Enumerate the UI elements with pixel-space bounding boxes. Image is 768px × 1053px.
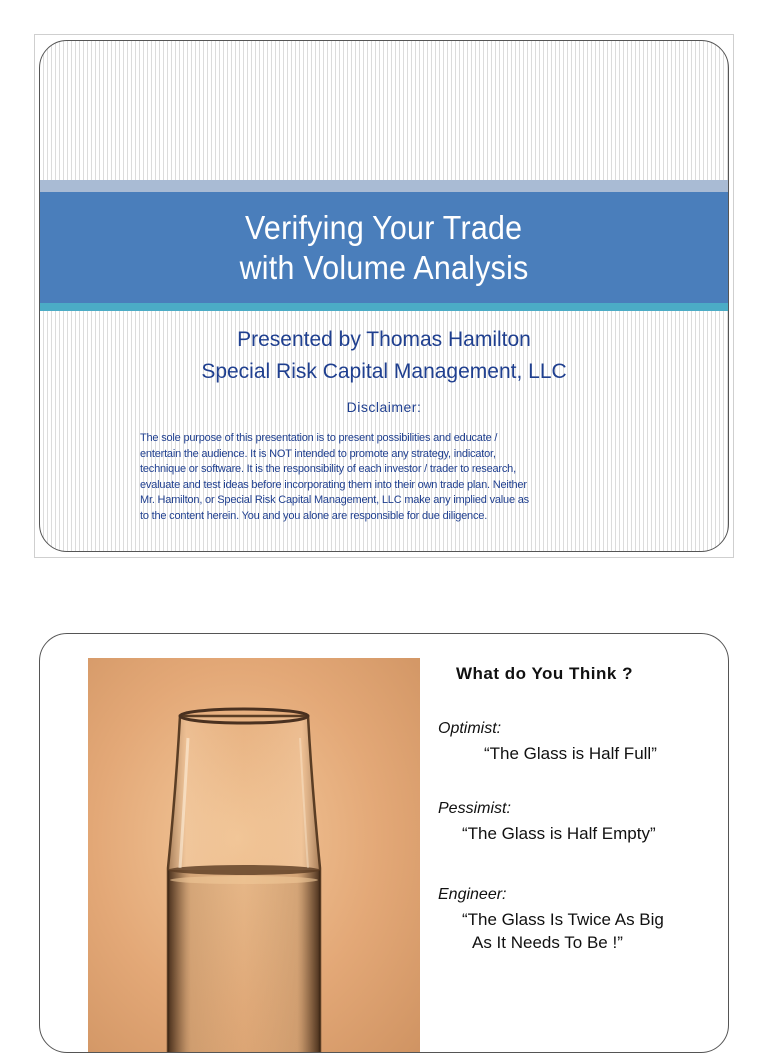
quote-optimist xyxy=(484,742,657,765)
presenter-block xyxy=(40,324,728,388)
question-heading: What do You Think ? xyxy=(456,664,633,683)
title-band-bottom-stripe xyxy=(40,303,728,311)
disclaimer-line: to the content herein. You and you alone are responsible for due diligence. xyxy=(140,509,488,522)
disclaimer-heading: Disclaimer: xyxy=(346,399,422,415)
glass-illustration xyxy=(88,658,420,1053)
quote-line: As It Needs To Be !” xyxy=(472,933,623,952)
slide-title-line-2: with Volume Analysis xyxy=(239,248,529,286)
quote-line: “The Glass is Half Full” xyxy=(484,744,657,763)
disclaimer-line: The sole purpose of this presentation is to present possibilities and educate / xyxy=(140,432,498,444)
presenter-name: Presented by Thomas Hamilton xyxy=(237,328,531,351)
slide-title-line-1: Verifying Your Trade xyxy=(245,208,523,246)
disclaimer-text xyxy=(140,431,640,524)
disclaimer-line: technique or software. It is the responsibility of each investor / trader to research, xyxy=(140,463,516,475)
quote-line: “The Glass Is Twice As Big xyxy=(462,910,664,929)
company-name: Special Risk Capital Management, LLC xyxy=(201,360,567,383)
glass-of-water-photo xyxy=(88,658,420,1053)
disclaimer-line: Mr. Hamilton, or Special Risk Capital Management, LLC make any implied value as xyxy=(140,494,529,506)
quote-pessimist xyxy=(462,822,656,845)
quote-engineer xyxy=(462,908,664,954)
quote-line: “The Glass is Half Empty” xyxy=(462,824,656,843)
title-band xyxy=(40,192,728,303)
title-band-top-stripe xyxy=(40,180,728,192)
role-engineer: Engineer: xyxy=(438,886,507,903)
role-optimist: Optimist: xyxy=(438,720,502,737)
title-slide xyxy=(39,40,729,552)
disclaimer-line: evaluate and test ideas before incorporating them into their own trade plan. Neither xyxy=(140,478,527,491)
role-pessimist: Pessimist: xyxy=(438,800,511,817)
glass-slide xyxy=(39,633,729,1053)
disclaimer-line: entertain the audience. It is NOT intended to promote any strategy, indicator, xyxy=(140,447,496,460)
